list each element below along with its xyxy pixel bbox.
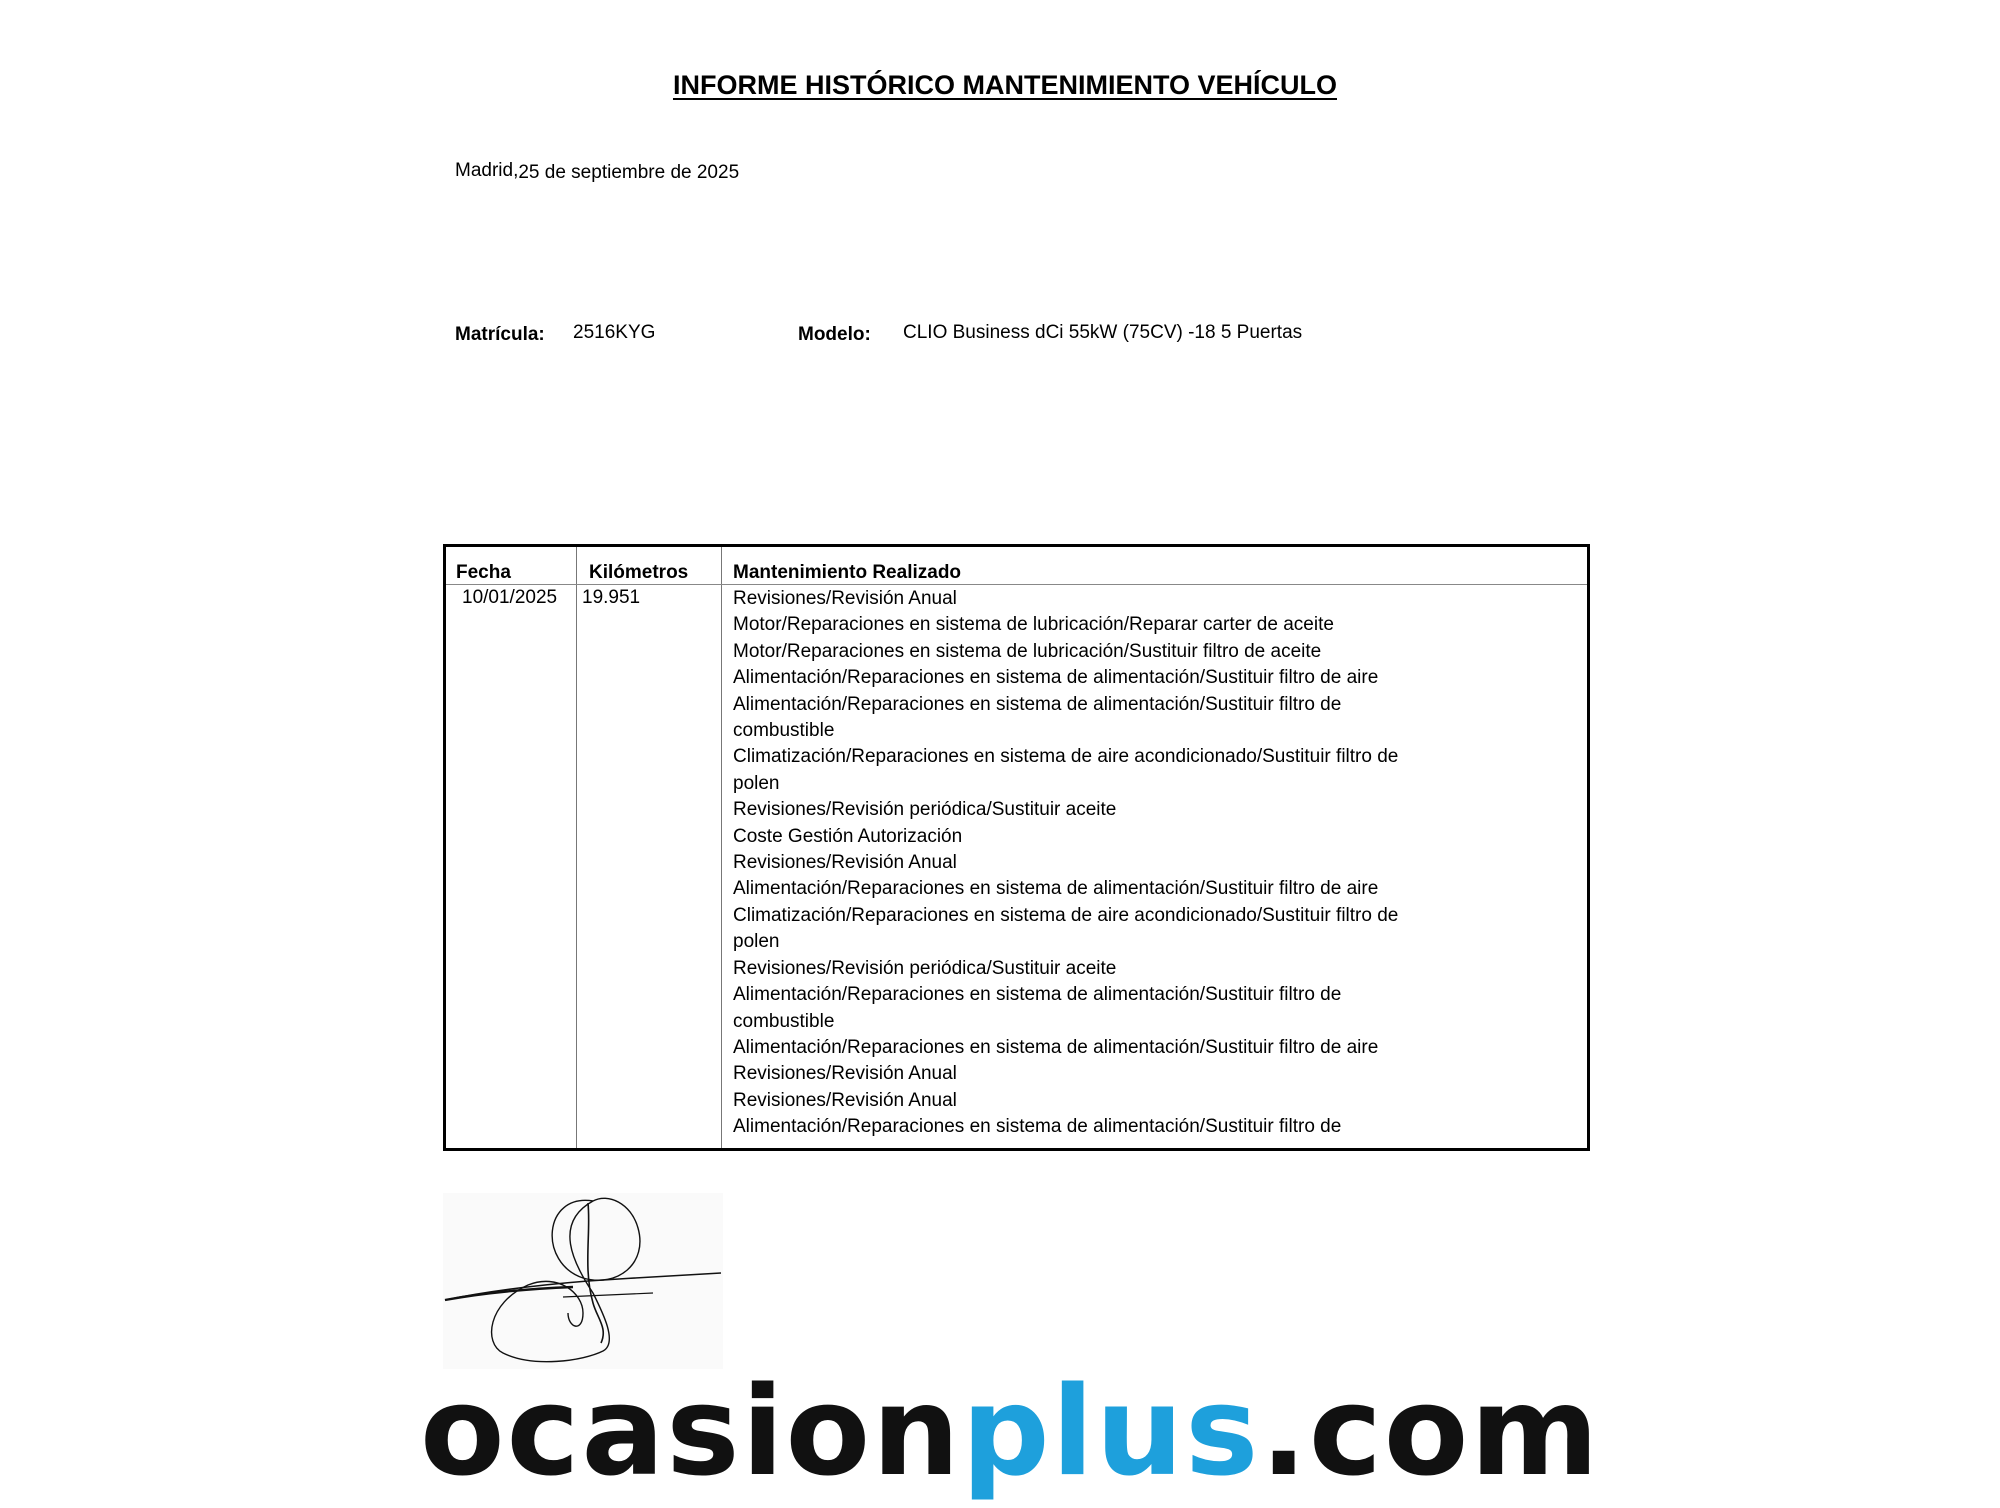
header-km: Kilómetros	[589, 562, 689, 583]
column-divider	[721, 547, 722, 1148]
maintenance-line: Alimentación/Reparaciones en sistema de alimentación/Sustituir filtro de	[733, 1116, 1342, 1138]
document-title	[0, 70, 2000, 101]
maintenance-list	[733, 586, 1493, 1141]
maintenance-line: Revisiones/Revisión periódica/Sustituir aceite	[733, 957, 1117, 979]
maintenance-line: polen	[733, 931, 780, 953]
maintenance-line: Alimentación/Reparaciones en sistema de alimentación/Sustituir filtro de aire	[733, 667, 1379, 689]
column-divider	[576, 547, 577, 1148]
maintenance-line: Climatización/Reparaciones en sistema de aire acondicionado/Sustituir filtro de	[733, 904, 1399, 926]
maintenance-line: combustible	[733, 720, 835, 742]
maintenance-line: Revisiones/Revisión periódica/Sustituir aceite	[733, 799, 1117, 821]
maintenance-table	[443, 544, 1590, 1151]
maintenance-line: Coste Gestión Autorización	[733, 825, 963, 847]
brand-part-plus: plus	[961, 1359, 1261, 1504]
maintenance-line: Revisiones/Revisión Anual	[733, 1063, 957, 1085]
header-work: Mantenimiento Realizado	[733, 562, 962, 583]
brand-part-com: .com	[1260, 1359, 1601, 1504]
plate-label: Matrícula:	[455, 324, 545, 345]
maintenance-line: Revisiones/Revisión Anual	[733, 852, 957, 874]
header-divider	[446, 584, 1587, 585]
row-date: 10/01/2025	[462, 587, 558, 608]
place-text: Madrid,	[455, 160, 519, 181]
date-text: 25 de septiembre de 2025	[518, 162, 740, 183]
maintenance-line: Motor/Reparaciones en sistema de lubricación/Sustituir filtro de aceite	[733, 640, 1322, 662]
date-line	[455, 162, 739, 184]
maintenance-line: Motor/Reparaciones en sistema de lubricación/Reparar carter de aceite	[733, 614, 1334, 636]
plate-value: 2516KYG	[573, 322, 656, 343]
document-title-text: INFORME HISTÓRICO MANTENIMIENTO VEHÍCULO	[672, 70, 1337, 100]
maintenance-line: combustible	[733, 1010, 835, 1032]
maintenance-line: Alimentación/Reparaciones en sistema de alimentación/Sustituir filtro de	[733, 984, 1342, 1006]
maintenance-line: Revisiones/Revisión Anual	[733, 588, 957, 609]
brand-logo	[420, 1359, 1601, 1508]
brand-part-ocasion: ocasion	[420, 1359, 962, 1504]
signature-image	[443, 1193, 723, 1369]
maintenance-line: Alimentación/Reparaciones en sistema de alimentación/Sustituir filtro de aire	[733, 1036, 1379, 1058]
maintenance-line: Climatización/Reparaciones en sistema de aire acondicionado/Sustituir filtro de	[733, 746, 1399, 768]
model-value: CLIO Business dCi 55kW (75CV) -18 5 Puertas	[903, 322, 1303, 343]
model-label: Modelo:	[798, 324, 871, 345]
maintenance-line: Alimentación/Reparaciones en sistema de alimentación/Sustituir filtro de aire	[733, 878, 1379, 900]
row-km: 19.951	[582, 587, 641, 608]
maintenance-line: polen	[733, 772, 780, 794]
maintenance-line: Alimentación/Reparaciones en sistema de alimentación/Sustituir filtro de	[733, 693, 1342, 715]
brand-wordmark	[420, 1359, 1601, 1504]
header-date: Fecha	[456, 562, 511, 583]
maintenance-line: Revisiones/Revisión Anual	[733, 1089, 957, 1111]
